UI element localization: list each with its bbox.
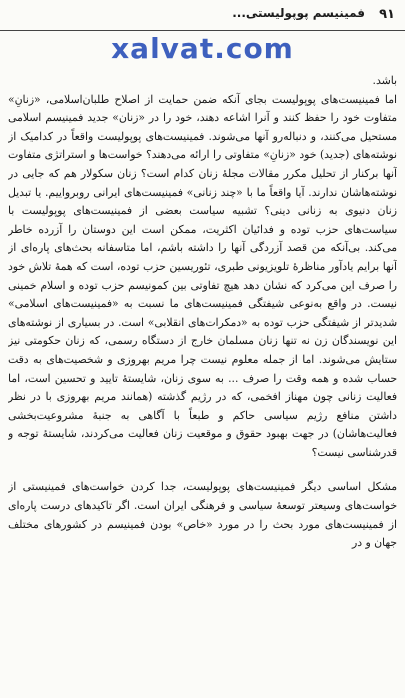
paragraph-main: اما فمینیست‌های پوپولیست بجای آنکه ضمن حمایت از اصلاح طلبان‌اسلامی، «زنانِ» متفاوت خود را حفظ کنند و آنرا اشاعه دهند، خود را در «زنان» جدید فمینیسم اسلامی مستحیل می‌کنند، و دنباله‌رو آنها می‌شوند. فمینیست‌های پوپولیست واقعاً در کدامیک از نوشته‌های (جدید) خود «زنانِ» متفاوتی را ارائه می‌دهند؟ خواست‌ها و استراتژی متفاوت آنها برکنار از تحلیل مکرر مقالات مجلهٔ زنان کدام است؟ زنان سکولار هم که جایی در نوشته‌هاشان ندارند. آیا واقعاً ما با «چند زنانی» فمینیست‌های ایرانی روبرواییم. یا تبدیل زنان دنیوی به زنانی دینی؟ تشبیه سیاست بعضی از فمینیست‌های پوپولیست با سیاست‌های حزب توده و فدائیان اکثریت، ممکن است این دوستان را آزرده خاطر می‌کند. بی‌آنکه من قصد آزردگی آنها را داشته باشم، اما متاسفانه بحث‌های پاره‌ای از آنها برایم یادآور مناظرهٔ تلویزیونی طبری، تئوریسین حزب توده، است که همهٔ تلاش خود را صرف این می‌کرد که نشان دهد هیچ تفاوتی بین کمونیسم حزب توده و اسلام خمینی نیست. در واقع به‌نوعی شیفتگی فمینیست‌های ما نسبت به «فمینیست‌های اسلامی» شدیدتر از شیفتگی حزب توده به «دمکرات‌های انقلابی» است. در بسیاری از نوشته‌های این نویسندگان زن نه تنها زنان مسلمان خارج از دستگاه رسمی، که زنان حکومتی نیز ستایش می‌شوند. اما از جمله معلوم نیست چرا مریم بهروزی و شخصیت‌های به دقت حساب شده و همه وقت را صرف ... به سوی زنان، شایستهٔ تایید و تحسین است، اما فعالیت زنانی چون مهناز افخمی، که در رژیم گذشته (همانند مریم بهروزی با در نظر داشتن منافع رژیم سیاسی حاکم و طبعاً با آگاهی به جنبهٔ مشروعیت‌بخشی فعالیت‌هاشان) در جهت بهبود حقوق و موقعیت زنان فعالیت می‌کردند، شایستهٔ توجه و قدرشناسی نیست؟ — [8, 92, 397, 459]
body-text — [8, 72, 397, 694]
paragraph-intro: باشد. — [372, 74, 397, 87]
page-number: ۹۱ — [379, 7, 395, 22]
site-watermark: xalvat.com — [111, 32, 294, 65]
paragraph-closing: مشکل اساسی دیگر فمینیست‌های پوپولیست، جدا کردن خواست‌های فمینیستی از خواست‌های وسیعتر توسعهٔ سیاسی و فرهنگی ایران است. اگر تاکیدهای درست پاره‌ای از فمینیست‌های مورد بحث را در مورد «خاص» بودن فمینیسم در کشورهای مختلف جهان و در — [8, 480, 397, 550]
page-header — [0, 0, 405, 31]
running-title: فمینیسم پوپولیستی... — [232, 6, 365, 20]
